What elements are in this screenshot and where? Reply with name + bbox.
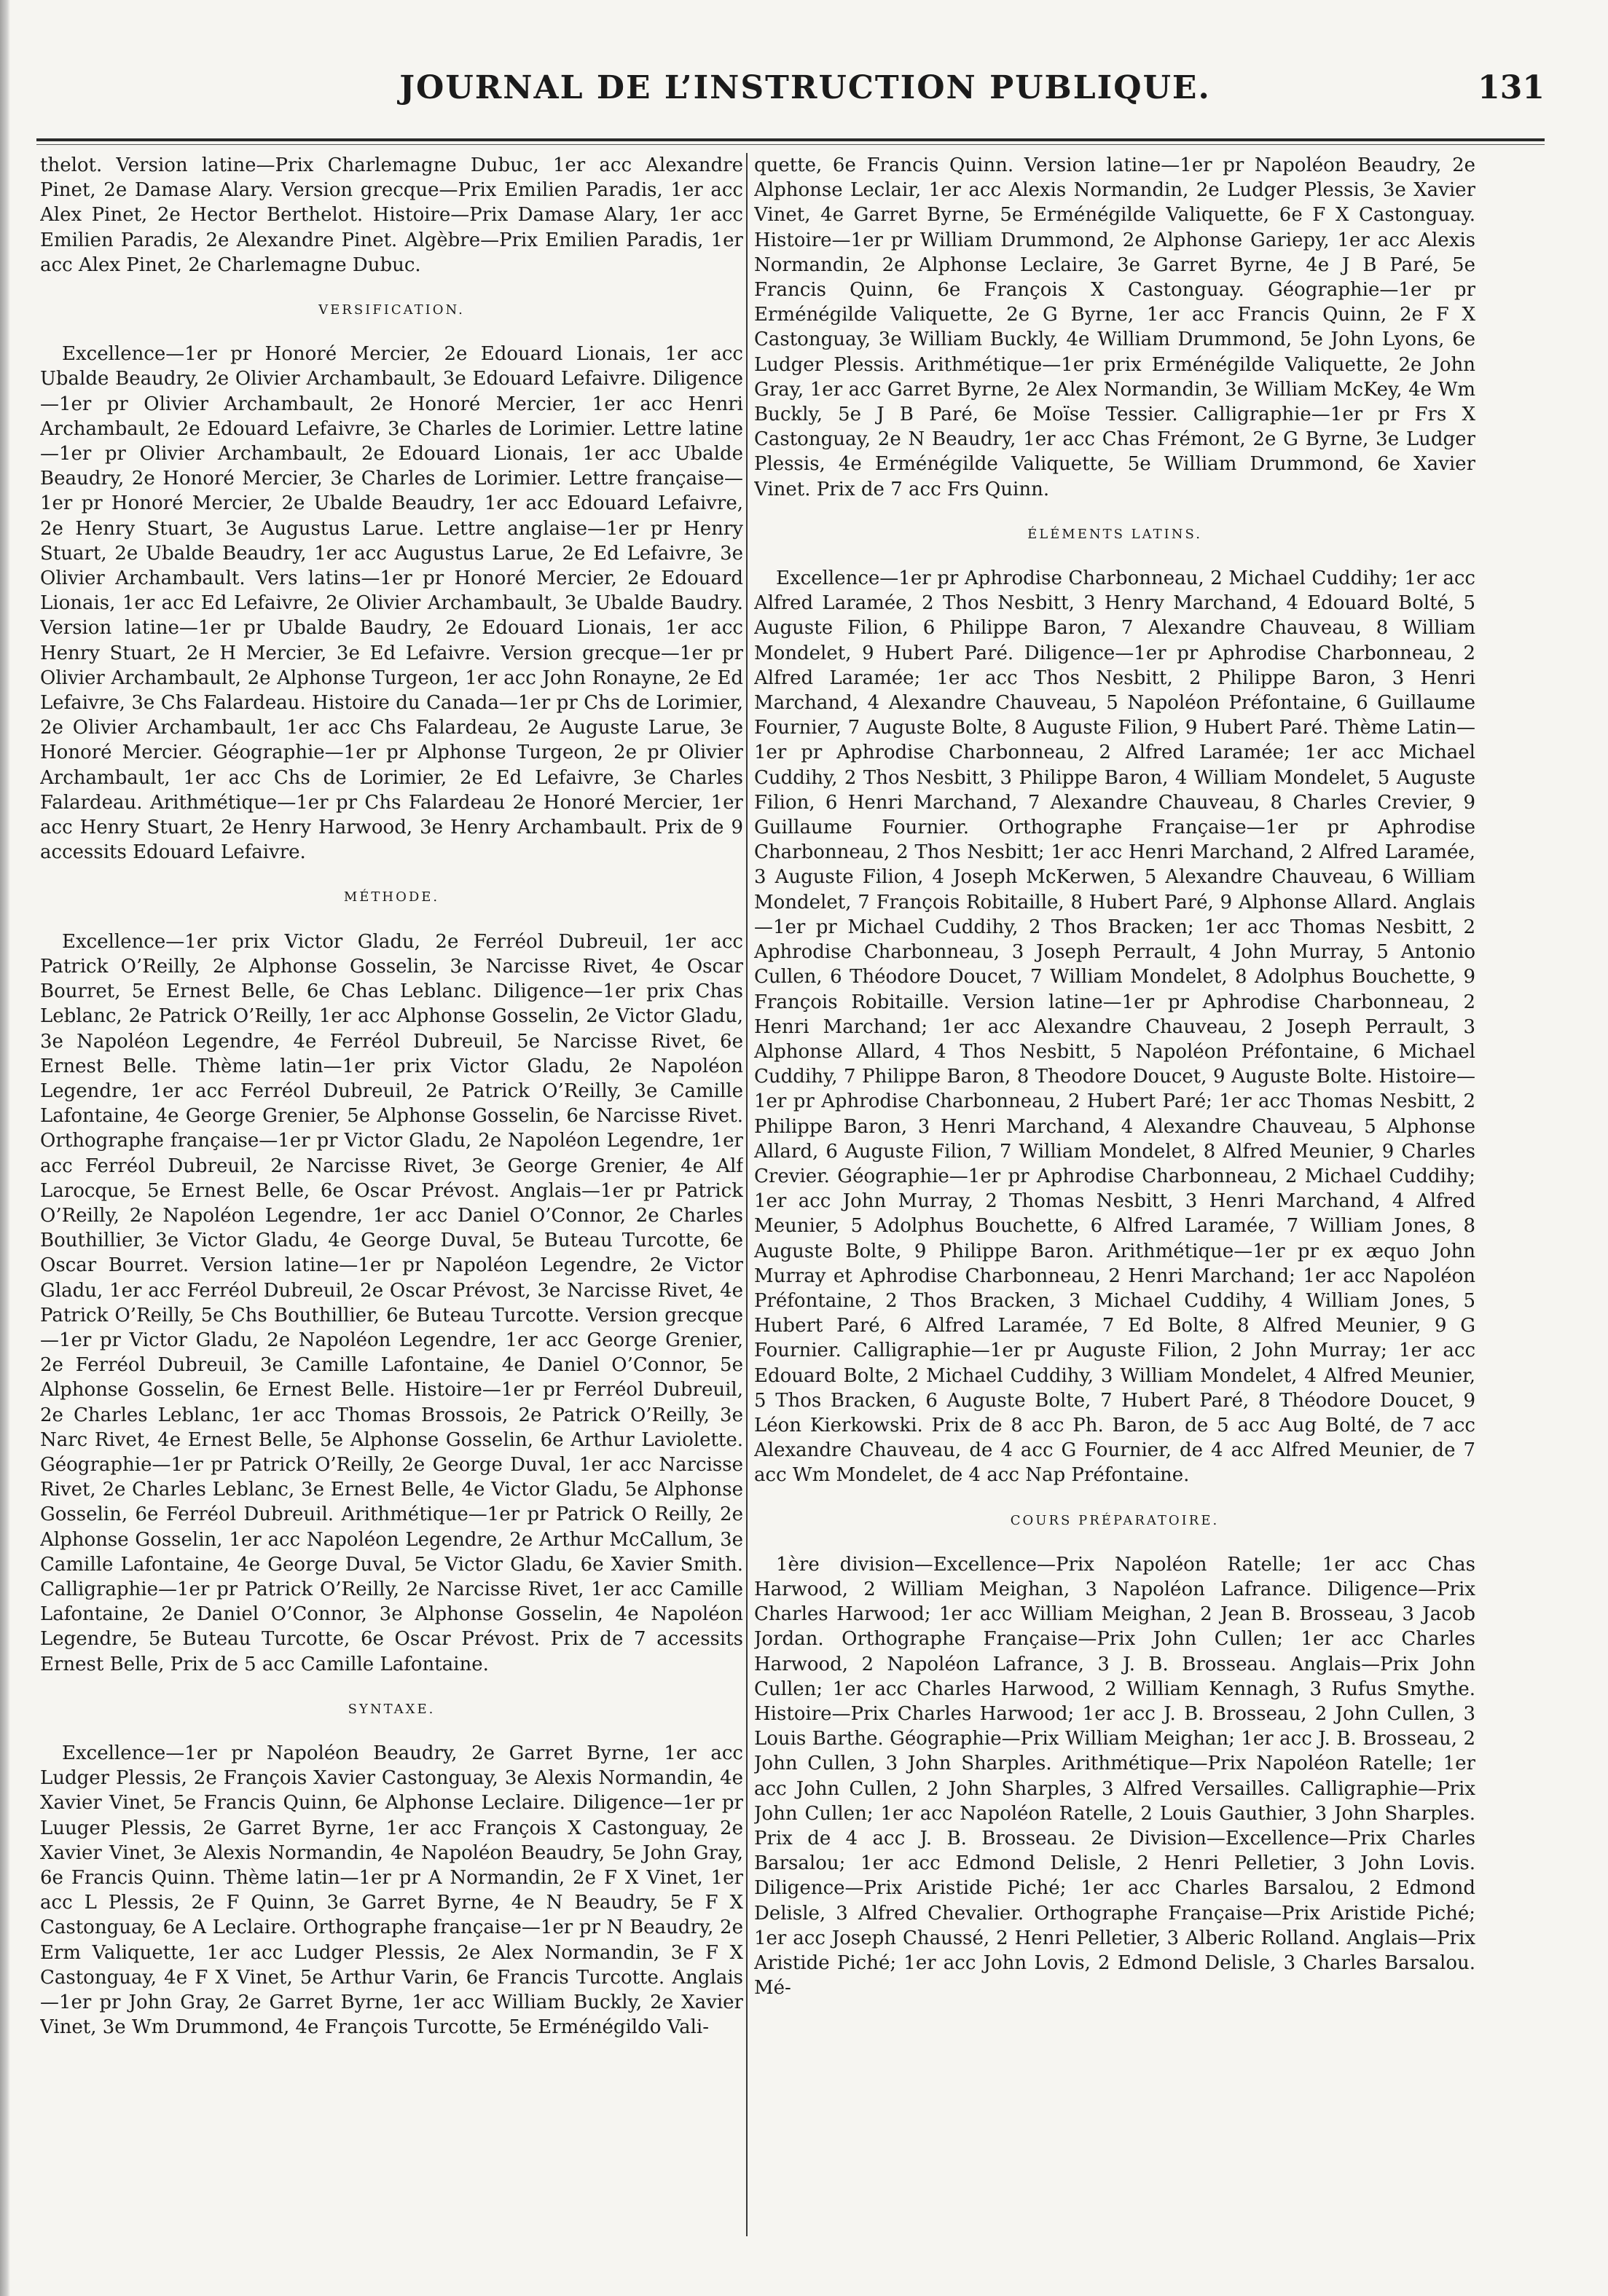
cours-preparatoire-paragraph: 1ère division—Excellence—Prix Napoléon Ratelle; 1er acc Chas Harwood, 2 William Meighan, 3 Napoléon Lafrance. Diligence—Prix Charles Harwood; 1er acc William Meighan, 2 Jean B. Brosseau, 3 Jacob Jordan. Orthographe Française—Prix John Cullen; 1er acc Charles Harwood, 2 Napoléon Lafrance, 3 J. B. Brosseau. Anglais—Prix John Cullen; 1er acc Charles Harwood, 2 William Kennagh, 3 Rufus Smythe. Histoire—Prix Charles Harwood; 1er acc J. B. Brosseau, 2 John Cullen, 3 Louis Barthe. Géographie—Prix William Meighan; 1er acc J. B. Brosseau, 2 John Cullen, 3 John Sharples. Arithmétique—Prix Napoléon Ratelle; 1er acc John Cullen, 2 John Sharples, 3 Alfred Versailles. Calligraphie—Prix John Cullen; 1er acc Napoléon Ratelle, 2 Louis Gauthier, 3 John Sharples. Prix de 4 acc J. B. Brosseau. 2e Division—Excellence—Prix Charles Barsalou; 1er acc Edmond Delisle, 2 Henri Pelletier, 3 John Lovis. Diligence—Prix Aristide Piché; 1er acc Charles Barsalou, 2 Edmond Delisle, 3 Alfred Chevalier. Orthographe Française—Prix Aristide Piché; 1er acc Joseph Chaussé, 2 Henri Pelletier, 3 Alberic Rolland. Anglais—Prix Aristide Piché; 1er acc John Lovis, 2 Edmond Delisle, 3 Charles Barsalou. Mé- bbox=[754, 1553, 1475, 2000]
syntaxe-paragraph: Excellence—1er pr Napoléon Beaudry, 2e Garret Byrne, 1er acc Ludger Plessis, 2e François Xavier Castonguay, 3e Alexis Normandin, 4e Xavier Vinet, 5e Francis Quinn, 6e Alphonse Leclaire. Diligence—1er pr Luuger Plessis, 2e Garret Byrne, 1er acc François X Castonguay, 2e Xavier Vinet, 3e Alexis Normandin, 4e Napoléon Beaudry, 5e John Gray, 6e Francis Quinn. Thème latin—1er pr A Normandin, 2e F X Vinet, 1er acc L Plessis, 2e F Quinn, 3e Garret Byrne, 4e N Beaudry, 5e F X Castonguay, 6e A Leclaire. Orthographe française—1er pr N Beaudry, 2e Erm Valiquette, 1er acc Ludger Plessis, 2e Alex Normandin, 3e F X Castonguay, 4e F X Vinet, 5e Arthur Varin, 6e Francis Turcotte. Anglais—1er pr John Gray, 2e Garret Byrne, 1er acc William Buckly, 2e Xavier Vinet, 3e Wm Drummond, 4e François Turcotte, 5e Erménégildo Vali- bbox=[40, 1742, 743, 2039]
page-header bbox=[66, 69, 1545, 120]
header-rule-thin bbox=[36, 144, 1545, 145]
syntaxe-continued-paragraph: quette, 6e Francis Quinn. Version latine—1er pr Napoléon Beaudry, 2e Alphonse Leclair, 1er acc Alexis Normandin, 2e Ludger Plessis, 3e Xavier Vinet, 4e Garret Byrne, 5e Erménégilde Valiquette, 6e F X Castonguay. Histoire—1er pr William Drummond, 2e Alphonse Gariepy, 1er acc Alexis Normandin, 2e Alphonse Leclaire, 3e Garret Byrne, 4e J B Paré, 5e Francis Quinn, 6e François X Castonguay. Géographie—1er pr Erménégilde Valiquette, 2e G Byrne, 1er acc Francis Quinn, 2e F X Castonguay, 3e William Buckly, 4e William Drummond, 5e John Lyons, 6e Ludger Plessis. Arithmétique—1er prix Erménégilde Valiquette, 2e John Gray, 1er acc Garret Byrne, 2e Alex Normandin, 3e William McKey, 4e Wm Buckly, 5e J B Paré, 6e Moïse Tessier. Calligraphie—1er pr Frs X Castonguay, 2e N Beaudry, 1er acc Chas Frémont, 2e G Byrne, 3e Ludger Plessis, 4e Erménégilde Valiquette, 5e William Drummond, 6e Xavier Vinet. Prix de 7 acc Frs Quinn. bbox=[754, 154, 1475, 500]
right-column bbox=[754, 153, 1475, 2251]
section-title-methode: MÉTHODE. bbox=[343, 889, 440, 905]
intro-paragraph: thelot. Version latine—Prix Charlemagne Dubuc, 1er acc Alexandre Pinet, 2e Damase Alary. Version grecque—Prix Emilien Paradis, 1er acc Alex Pinet, 2e Hector Berthelot. Histoire—Prix Damase Alary, 1er acc Emilien Paradis, 2e Alexandre Pinet. Algèbre—Prix Emilien Paradis, 1er acc Alex Pinet, 2e Charlemagne Dubuc. bbox=[40, 154, 743, 276]
binding-edge bbox=[0, 0, 10, 2296]
section-title-versification: VERSIFICATION. bbox=[318, 302, 465, 318]
section-title-syntaxe: SYNTAXE. bbox=[348, 1701, 436, 1717]
page-number: 131 bbox=[1478, 69, 1545, 106]
left-column bbox=[40, 153, 743, 2251]
methode-paragraph: Excellence—1er prix Victor Gladu, 2e Ferréol Dubreuil, 1er acc Patrick O’Reilly, 2e Alphonse Gosselin, 3e Narcisse Rivet, 4e Oscar Bourret, 5e Ernest Belle, 6e Chas Leblanc. Diligence—1er prix Chas Leblanc, 2e Patrick O’Reilly, 1er acc Alphonse Gosselin, 2e Victor Gladu, 3e Napoléon Legendre, 4e Ferréol Dubreuil, 5e Narcisse Rivet, 6e Ernest Belle. Thème latin—1er prix Victor Gladu, 2e Napoléon Legendre, 1er acc Ferréol Dubreuil, 2e Patrick O’Reilly, 3e Camille Lafontaine, 4e George Grenier, 5e Alphonse Gosselin, 6e Narcisse Rivet. Orthographe française—1er pr Victor Gladu, 2e Napoléon Legendre, 1er acc Ferréol Dubreuil, 2e Narcisse Rivet, 3e George Grenier, 4e Alf Larocque, 5e Ernest Belle, 6e Oscar Prévost. Anglais—1er pr Patrick O’Reilly, 2e Napoléon Legendre, 1er acc Daniel O’Connor, 2e Charles Bouthillier, 3e Victor Gladu, 4e George Duval, 5e Buteau Turcotte, 6e Oscar Bourret. Version latine—1er pr Napoléon Legendre, 2e Victor Gladu, 1er acc Ferréol Dubreuil, 2e Oscar Prévost, 3e Narcisse Rivet, 4e Patrick O’Reilly, 5e Chs Bouthillier, 6e Buteau Turcotte. Version grecque—1er pr Victor Gladu, 2e Napoléon Legendre, 1er acc George Grenier, 2e Ferréol Dubreuil, 3e Camille Lafontaine, 4e Daniel O’Connor, 5e Alphonse Gosselin, 6e Ernest Belle. Histoire—1er pr Ferréol Dubreuil, 2e Charles Leblanc, 1er acc Thomas Brossois, 2e Patrick O’Reilly, 3e Narc Rivet, 4e Ernest Belle, 5e Alphonse Gosselin, 6e Arthur Laviolette. Géographie—1er pr Patrick O’Reilly, 2e George Duval, 1er acc Narcisse Rivet, 2e Charles Leblanc, 3e Ernest Belle, 4e Victor Gladu, 5e Alphonse Gosselin, 6e Ferréol Dubreuil. Arithmétique—1er pr Patrick O Reilly, 2e Alphonse Gosselin, 1er acc Napoléon Legendre, 2e Arthur McCallum, 3e Camille Lafontaine, 4e George Duval, 5e Victor Gladu, 6e Xavier Smith. Calligraphie—1er pr Patrick O’Reilly, 2e Narcisse Rivet, 1er acc Camille Lafontaine, 2e Daniel O’Connor, 3e Alphonse Gosselin, 4e Napoléon Legendre, 5e Buteau Turcotte, 6e Oscar Prévost. Prix de 7 accessits Ernest Belle, Prix de 5 acc Camille Lafontaine. bbox=[40, 930, 743, 1675]
section-title-elements-latins: ÉLÉMENTS LATINS. bbox=[1027, 526, 1202, 542]
section-title-cours-preparatoire: COURS PRÉPARATOIRE. bbox=[1010, 1512, 1220, 1528]
column-divider bbox=[746, 153, 748, 2236]
header-rule bbox=[36, 138, 1545, 141]
elements-latins-paragraph: Excellence—1er pr Aphrodise Charbonneau, 2 Michael Cuddihy; 1er acc Alfred Laramée, 2 Thos Nesbitt, 3 Henry Marchand, 4 Edouard Bolté, 5 Auguste Filion, 6 Philippe Baron, 7 Alexandre Chauveau, 8 William Mondelet, 9 Hubert Paré. Diligence—1er pr Aphrodise Charbonneau, 2 Alfred Laramée; 1er acc Thos Nesbitt, 2 Philippe Baron, 3 Henri Marchand, 4 Alexandre Chauveau, 5 Napoléon Préfontaine, 6 Guillaume Fournier, 7 Auguste Bolte, 8 Auguste Filion, 9 Hubert Paré. Thème Latin—1er pr Aphrodise Charbonneau, 2 Alfred Laramée; 1er acc Michael Cuddihy, 2 Thos Nesbitt, 3 Philippe Baron, 4 William Mondelet, 5 Auguste Filion, 6 Henri Marchand, 7 Alexandre Chauveau, 8 Charles Crevier, 9 Guillaume Fournier. Orthographe Française—1er pr Aphrodise Charbonneau, 2 Thos Nesbitt; 1er acc Henri Marchand, 2 Alfred Laramée, 3 Auguste Filion, 4 Joseph McKerwen, 5 Alexandre Chauveau, 6 William Mondelet, 7 François Robitaille, 8 Hubert Paré, 9 Alphonse Allard. Anglais—1er pr Michael Cuddihy, 2 Thos Bracken; 1er acc Thomas Nesbitt, 2 Aphrodise Charbonneau, 3 Joseph Perrault, 4 John Murray, 5 Antonio Cullen, 6 Théodore Doucet, 7 William Mondelet, 8 Adolphus Bouchette, 9 François Robitaille. Version latine—1er pr Aphrodise Charbonneau, 2 Henri Marchand; 1er acc Alexandre Chauveau, 2 Joseph Perrault, 3 Alphonse Allard, 4 Thos Nesbitt, 5 Napoléon Préfontaine, 6 Michael Cuddihy, 7 Philippe Baron, 8 Theodore Doucet, 9 Auguste Bolte. Histoire—1er pr Aphrodise Charbonneau, 2 Hubert Paré; 1er acc Thomas Nesbitt, 2 Philippe Baron, 3 Henri Marchand, 4 Alexandre Chauveau, 5 Alphonse Allard, 6 Auguste Filion, 7 William Mondelet, 8 Alfred Meunier, 9 Charles Crevier. Géographie—1er pr Aphrodise Charbonneau, 2 Michael Cuddihy; 1er acc John Murray, 2 Thomas Nesbitt, 3 Henri Marchand, 4 Alfred Meunier, 5 Adolphus Bouchette, 6 Alfred Laramée, 7 William Jones, 8 Auguste Bolte, 9 Philippe Baron. Arithmétique—1er pr ex æquo John Murray et Aphrodise Charbonneau, 2 Henri Marchand; 1er acc Napoléon Préfontaine, 2 Thos Bracken, 3 Michael Cuddihy, 4 William Jones, 5 Hubert Paré, 6 Alfred Laramée, 7 Ed Bolte, 8 Alfred Meunier, 9 G Fournier. Calligraphie—1er pr Auguste Filion, 2 John Murray; 1er acc Edouard Bolte, 2 Michael Cuddihy, 3 William Mondelet, 4 Alfred Meunier, 5 Thos Bracken, 6 Auguste Bolte, 7 Hubert Paré, 8 Théodore Doucet, 9 Léon Kierkowski. Prix de 8 acc Ph. Baron, de 5 acc Aug Bolté, de 7 acc Alexandre Chauveau, de 4 acc G Fournier, de 4 acc Alfred Meunier, de 7 acc Wm Mondelet, de 4 acc Nap Préfontaine. bbox=[754, 567, 1475, 1487]
versification-paragraph: Excellence—1er pr Honoré Mercier, 2e Edouard Lionais, 1er acc Ubalde Beaudry, 2e Olivier Archambault, 3e Edouard Lefaivre. Diligence—1er pr Olivier Archambault, 2e Honoré Mercier, 1er acc Henri Archambault, 2e Edouard Lefaivre, 3e Charles de Lorimier. Lettre latine—1er pr Olivier Archambault, 2e Edouard Lionais, 1er acc Ubalde Beaudry, 2e Honoré Mercier, 3e Charles de Lorimier. Lettre française—1er pr Honoré Mercier, 2e Ubalde Beaudry, 1er acc Edouard Lefaivre, 2e Henry Stuart, 3e Augustus Larue. Lettre anglaise—1er pr Henry Stuart, 2e Ubalde Beaudry, 1er acc Augustus Larue, 2e Ed Lefaivre, 3e Olivier Archambault. Vers latins—1er pr Honoré Mercier, 2e Edouard Lionais, 1er acc Ed Lefaivre, 2e Olivier Archambault, 3e Ubalde Baudry. Version latine—1er pr Ubalde Baudry, 2e Edouard Lionais, 1er acc Henry Stuart, 2e H Mercier, 3e Ed Lefaivre. Version grecque—1er pr Olivier Archambault, 2e Alphonse Turgeon, 1er acc John Ronayne, 2e Ed Lefaivre, 3e Chs Falardeau. Histoire du Canada—1er pr Chs de Lorimier, 2e Olivier Archambault, 1er acc Chs Falardeau, 2e Auguste Larue, 3e Honoré Mercier. Géographie—1er pr Alphonse Turgeon, 2e pr Olivier Archambault, 1er acc Chs de Lorimier, 2e Ed Lefaivre, 3e Charles Falardeau. Arithmétique—1er pr Chs Falardeau 2e Honoré Mercier, 1er acc Henry Stuart, 2e Henry Harwood, 3e Henry Archambault. Prix de 9 accessits Edouard Lefaivre. bbox=[40, 343, 743, 864]
journal-title: JOURNAL DE L’INSTRUCTION PUBLIQUE. bbox=[399, 69, 1211, 106]
